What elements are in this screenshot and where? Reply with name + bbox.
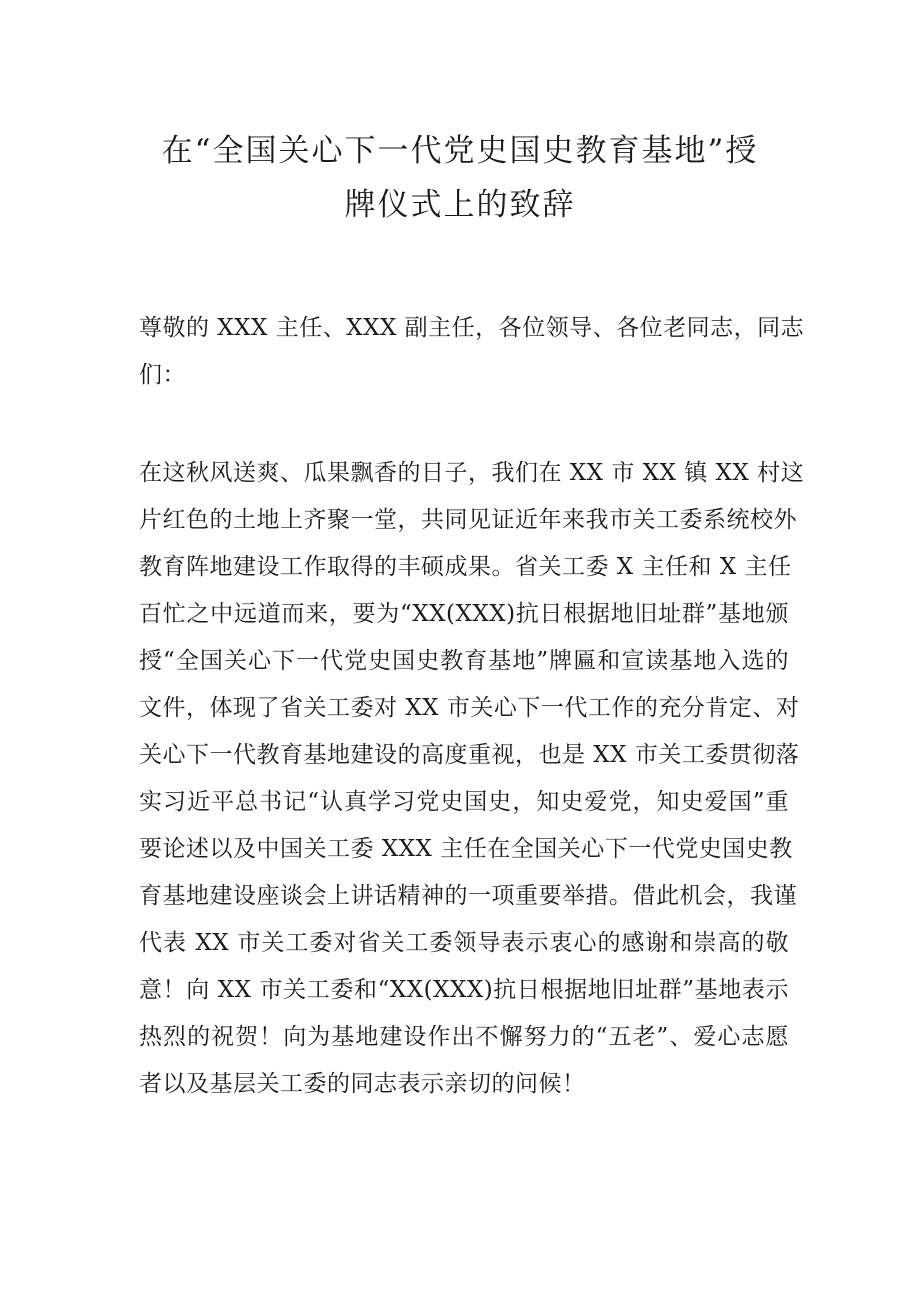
salutation-paragraph bbox=[139, 310, 805, 404]
body-line: 文件，体现了省关工委对 XX 市关心下一代工作的充分肯定、对 bbox=[139, 695, 800, 721]
body-line: 百忙之中远道而来，要为“XX(XXX)抗日根据地旧址群”基地颁 bbox=[139, 601, 789, 627]
body-line: 育基地建设座谈会上讲话精神的一项重要举措。借此机会，我谨 bbox=[139, 883, 797, 909]
body-line: 授“全国关心下一代党史国史教育基地”牌匾和宣读基地入选的 bbox=[139, 648, 789, 674]
salutation-line: 尊敬的 XXX 主任、XXX 副主任，各位领导、各位老同志，同志 bbox=[139, 315, 805, 341]
document-title bbox=[130, 124, 790, 232]
body-paragraph bbox=[139, 455, 805, 1113]
body-line: 在这秋风送爽、瓜果飘香的日子，我们在 XX 市 XX 镇 XX 村这 bbox=[139, 460, 805, 486]
title-line-2: 牌仪式上的致辞 bbox=[344, 187, 576, 223]
salutation-line: 们： bbox=[139, 362, 186, 388]
title-line-1: 在“全国关心下一代党史国史教育基地”授 bbox=[161, 133, 759, 169]
body-line: 关心下一代教育基地建设的高度重视，也是 XX 市关工委贯彻落 bbox=[139, 742, 800, 768]
body-line: 者以及基层关工委的同志表示亲切的问候！ bbox=[139, 1071, 586, 1097]
body-line: 热烈的祝贺！向为基地建设作出不懈努力的“五老”、爱心志愿 bbox=[139, 1024, 789, 1050]
body-line: 教育阵地建设工作取得的丰硕成果。省关工委 X 主任和 X 主任 bbox=[139, 554, 792, 580]
body-line: 要论述以及中国关工委 XXX 主任在全国关心下一代党史国史教 bbox=[139, 836, 793, 862]
body-line: 实习近平总书记“认真学习党史国史，知史爱党，知史爱国”重 bbox=[139, 789, 789, 815]
body-line: 片红色的土地上齐聚一堂，共同见证近年来我市关工委系统校外 bbox=[139, 507, 797, 533]
body-line: 意！向 XX 市关工委和“XX(XXX)抗日根据地旧址群”基地表示 bbox=[139, 977, 789, 1003]
body-line: 代表 XX 市关工委对省关工委领导表示衷心的感谢和崇高的敬 bbox=[139, 930, 789, 956]
